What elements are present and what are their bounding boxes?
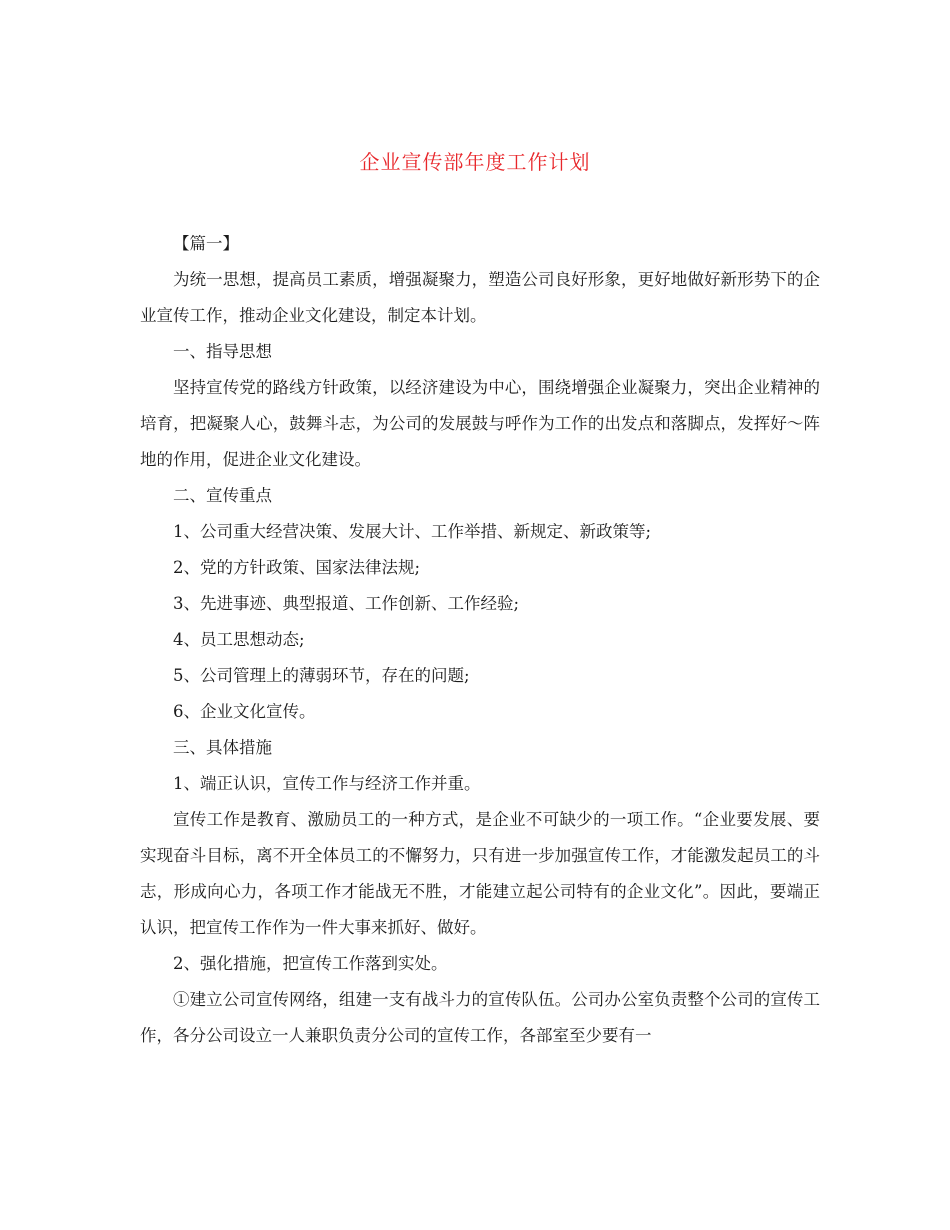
section-marker: 【篇一】 <box>173 234 239 253</box>
section-heading-publicity-focus: 二、宣传重点 <box>173 486 272 505</box>
focus-item: 4、员工思想动态; <box>173 630 305 649</box>
measure-heading: 2、强化措施，把宣传工作落到实处。 <box>173 954 448 973</box>
focus-item: 1、公司重大经营决策、发展大计、工作举措、新规定、新政策等; <box>173 522 652 541</box>
measure-paragraph: 宣传工作是教育、激励员工的一种方式，是企业不可缺少的一项工作。“企业要发展、要实现奋斗目标，离不开全体员工的不懈努力，只有进一步加强宣传工作，才能激发起员工的斗志，形成向心力，各项工作才能战无不胜，才能建立起公司特有的企业文化”。因此，要端正认识，把宣传工作作为一件大事来抓好、做好。 <box>140 810 820 937</box>
section-heading-guiding-thought: 一、指导思想 <box>173 342 272 361</box>
guiding-thought-paragraph: 坚持宣传党的路线方针政策，以经济建设为中心，围绕增强企业凝聚力，突出企业精神的培育，把凝聚人心，鼓舞斗志，为公司的发展鼓与呼作为工作的出发点和落脚点，发挥好～阵地的作用，促进企业文化建设。 <box>140 378 820 469</box>
measure-paragraph: ①建立公司宣传网络，组建一支有战斗力的宣传队伍。公司办公室负责整个公司的宣传工作，各分公司设立一人兼职负责分公司的宣传工作，各部室至少要有一 <box>140 990 820 1045</box>
section-heading-measures: 三、具体措施 <box>173 738 272 757</box>
focus-item: 5、公司管理上的薄弱环节，存在的问题; <box>173 666 470 685</box>
document-title: 企业宣传部年度工作计划 <box>359 150 591 174</box>
focus-item: 2、党的方针政策、国家法律法规; <box>173 558 421 577</box>
document-body <box>140 226 820 1054</box>
focus-item: 3、先进事迹、典型报道、工作创新、工作经验; <box>173 594 520 613</box>
intro-paragraph: 为统一思想，提高员工素质，增强凝聚力，塑造公司良好形象，更好地做好新形势下的企业宣传工作，推动企业文化建设，制定本计划。 <box>140 270 820 325</box>
focus-item: 6、企业文化宣传。 <box>173 702 316 721</box>
measure-heading: 1、端正认识，宣传工作与经济工作并重。 <box>173 774 481 793</box>
